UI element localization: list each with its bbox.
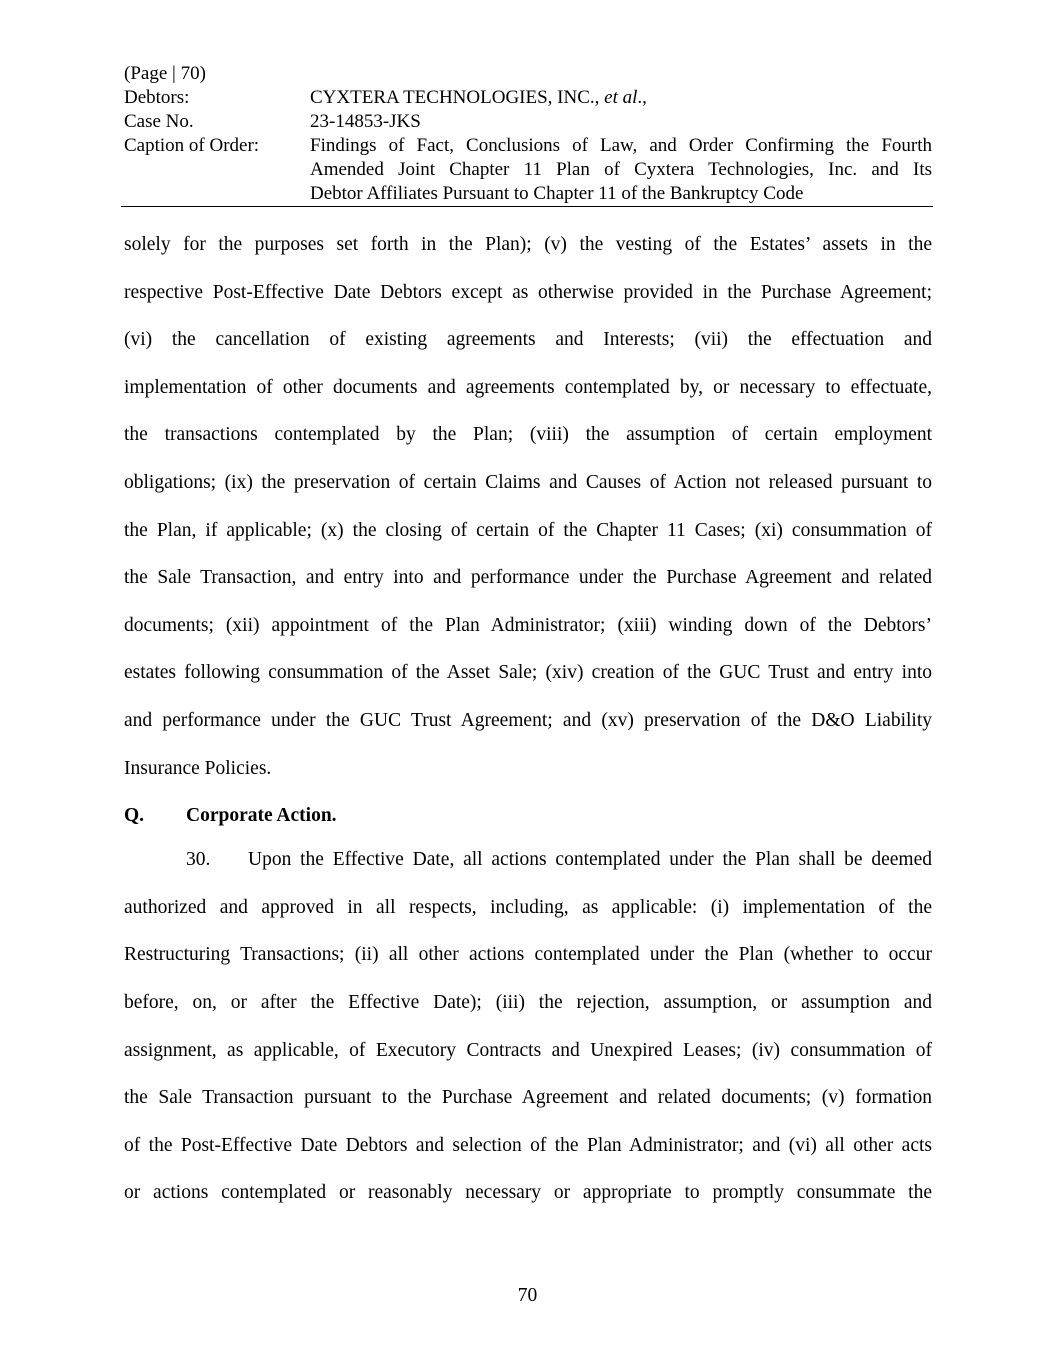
- caption-line: Amended Joint Chapter 11 Plan of Cyxtera Technologies, Inc. and Its: [310, 159, 932, 180]
- debtors-et-al: et al: [604, 87, 638, 108]
- debtors-name: CYXTERA TECHNOLOGIES, INC.,: [310, 87, 600, 108]
- section-letter: Q.: [124, 805, 145, 827]
- paragraph-continued: [124, 226, 932, 797]
- text-line: implementation of other documents and agreements contemplated by, or necessary to effectuate,: [124, 376, 932, 398]
- caption-label: Caption of Order:: [124, 135, 260, 156]
- caption-line: Findings of Fact, Conclusions of Law, and Order Confirming the Fourth: [310, 135, 932, 156]
- paragraph-first-line-text: Upon the Effective Date, all actions contemplated under the Plan shall be deemed: [248, 849, 932, 871]
- case-number-label: Case No.: [124, 111, 194, 132]
- paragraph-number: 30.: [186, 849, 211, 871]
- debtors-suffix: .,: [637, 87, 647, 108]
- case-number-value: 23-14853-JKS: [310, 111, 421, 132]
- text-line: Insurance Policies.: [124, 757, 272, 779]
- debtors-value: [310, 86, 932, 110]
- text-line: (vi) the cancellation of existing agreements and Interests; (vii) the effectuation and: [124, 329, 932, 351]
- text-line: the Plan, if applicable; (x) the closing of certain of the Chapter 11 Cases; (xi) consummation of: [124, 519, 932, 541]
- text-line: the Sale Transaction, and entry into and performance under the Purchase Agreement and related: [124, 567, 932, 589]
- caption-line: Debtor Affiliates Pursuant to Chapter 11 of the Bankruptcy Code: [310, 183, 804, 204]
- case-number-row: [124, 110, 932, 134]
- text-line: solely for the purposes set forth in the Plan); (v) the vesting of the Estates’ assets in the: [124, 234, 932, 255]
- text-line: the Sale Transaction pursuant to the Purchase Agreement and related documents; (v) formation: [124, 1087, 932, 1109]
- text-line: authorized and approved in all respects, including, as applicable: (i) implementation of the: [124, 896, 932, 918]
- paragraph-30: [124, 841, 932, 1222]
- text-line: or actions contemplated or reasonably necessary or appropriate to promptly consummate the: [124, 1182, 932, 1204]
- debtors-label: Debtors:: [124, 87, 190, 108]
- header-divider: [121, 206, 933, 207]
- document-body: [124, 226, 932, 1222]
- text-line: estates following consummation of the Asset Sale; (xiv) creation of the GUC Trust and entry into: [124, 662, 932, 684]
- text-line: documents; (xii) appointment of the Plan Administrator; (xiii) winding down of the Debtors’: [124, 614, 932, 636]
- caption-row: [124, 134, 932, 206]
- text-line: Restructuring Transactions; (ii) all other actions contemplated under the Plan (whether to occur: [124, 944, 932, 966]
- section-title: Corporate Action.: [186, 805, 337, 827]
- document-header: [124, 62, 932, 206]
- page-reference-row: [124, 62, 932, 86]
- paragraph-first-line: [124, 841, 932, 889]
- section-heading: [124, 797, 932, 841]
- text-line: before, on, or after the Effective Date); (iii) the rejection, assumption, or assumption and: [124, 991, 932, 1013]
- text-line: respective Post-Effective Date Debtors except as otherwise provided in the Purchase Agreement;: [124, 281, 932, 303]
- caption-value: [310, 134, 932, 206]
- page-number: 70: [517, 1285, 538, 1306]
- text-line: obligations; (ix) the preservation of certain Claims and Causes of Action not released pursuant to: [124, 471, 932, 493]
- text-line: the transactions contemplated by the Plan; (viii) the assumption of certain employment: [124, 424, 932, 446]
- text-line: of the Post-Effective Date Debtors and selection of the Plan Administrator; and (vi) all other acts: [124, 1134, 932, 1156]
- text-line: and performance under the GUC Trust Agreement; and (xv) preservation of the D&O Liability: [124, 709, 932, 731]
- page-reference: (Page | 70): [124, 63, 206, 84]
- debtors-row: [124, 86, 932, 110]
- text-line: assignment, as applicable, of Executory Contracts and Unexpired Leases; (iv) consummation of: [124, 1039, 932, 1061]
